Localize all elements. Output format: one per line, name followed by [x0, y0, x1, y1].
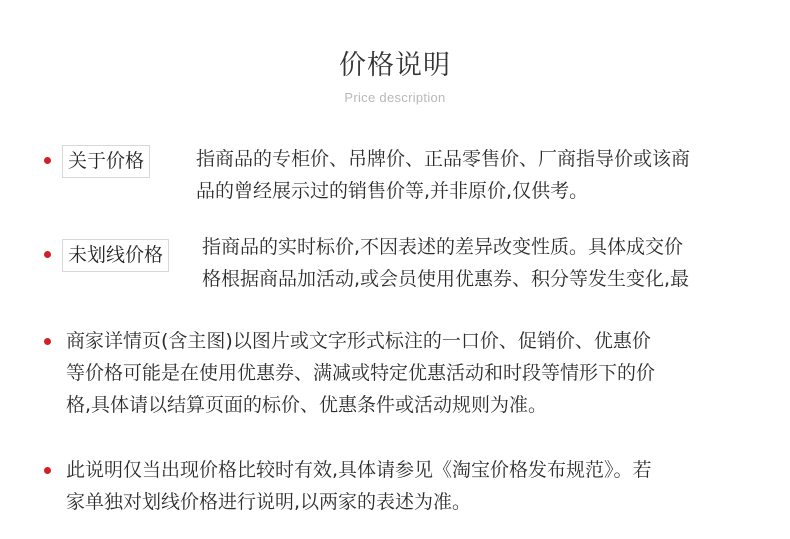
label-tag: 关于价格 [62, 145, 150, 178]
bullet-icon [44, 251, 51, 258]
bullet-icon [44, 157, 51, 164]
page-subtitle: Price description [344, 90, 446, 105]
label-tag: 未划线价格 [62, 239, 169, 272]
item-description [202, 231, 689, 295]
price-item-unstriked [44, 231, 774, 301]
item-description [196, 143, 690, 207]
description-line: 指商品的实时标价,不因表述的差异改变性质。具体成交价 [202, 236, 684, 258]
bullet-icon [44, 338, 51, 345]
description-line: 格,具体请以结算页面的标价、优惠条件或活动规则为准。 [66, 394, 548, 416]
description-line: 品的曾经展示过的销售价等,并非原价,仅供考。 [196, 180, 589, 202]
price-item-about [44, 143, 774, 213]
item-description [66, 454, 652, 518]
item-description [66, 325, 655, 421]
price-item-comparison [44, 454, 774, 524]
description-line: 指商品的专柜价、吊牌价、正品零售价、厂商指导价或该商 [196, 148, 691, 170]
description-line: 商家详情页(含主图)以图片或文字形式标注的一口价、促销价、优惠价 [66, 330, 651, 352]
description-line: 此说明仅当出现价格比较时有效,具体请参见《淘宝价格发布规范》。若 [66, 459, 652, 481]
description-line: 等价格可能是在使用优惠券、满减或特定优惠活动和时段等情形下的价 [66, 362, 656, 384]
description-line: 格根据商品加活动,或会员使用优惠券、积分等发生变化,最 [202, 268, 690, 290]
price-item-detail-page [44, 325, 774, 425]
description-line: 家单独对划线价格进行说明,以两家的表述为准。 [66, 491, 472, 513]
page-title: 价格说明 [339, 50, 451, 81]
bullet-icon [44, 467, 51, 474]
